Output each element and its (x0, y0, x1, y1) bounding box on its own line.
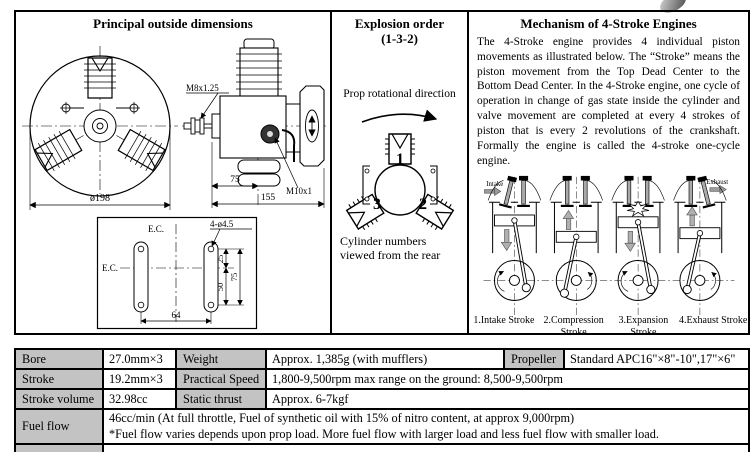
ec-left-label: E.C. (102, 263, 119, 273)
dim-75b-label: 75 (229, 272, 239, 282)
stroke-label-exhaust: 4.Exhaust Stroke (678, 315, 748, 326)
mount-bracket-right (204, 242, 218, 312)
ec-top-label: E.C. (148, 224, 165, 234)
exhaust-flow-label: Exhaust (706, 179, 729, 187)
intake-flow-label: Intake (486, 180, 504, 188)
dim-64-label: 64 (171, 310, 181, 320)
table-row (15, 409, 749, 444)
intake-stroke-diagram (488, 175, 541, 315)
panel-explosion-order (332, 12, 469, 333)
dim-50-label: 50 (215, 282, 225, 292)
fuel-flow-line1: 46cc/min (At full throttle, Fuel of synthetic oil with 15% of nitro content, at approx 9,000rpm) (109, 411, 575, 425)
expansion-stroke-diagram (612, 176, 665, 315)
exhaust-stroke-diagram (674, 175, 727, 315)
front-view-drawing (16, 34, 184, 216)
spec-value-partial (103, 444, 749, 452)
cylinder-number-3: 3 (373, 196, 381, 213)
spec-label-partial (15, 444, 103, 452)
prop-shaft-thread-label: M8x1.25 (186, 83, 219, 93)
spec-label-stroke-volume: Stroke volume (15, 389, 103, 409)
mount-bracket-left (134, 242, 148, 312)
spec-label-static-thrust: Static thrust (176, 389, 266, 409)
spec-value-propeller: Standard APC16"×8"-10",17"×6" (564, 349, 749, 369)
cylinder-order-caption: Cylinder numbers viewed from the rear (340, 234, 441, 263)
mount-ear-left (60, 102, 72, 114)
compression-stroke-diagram (550, 176, 603, 315)
spec-value-fuel-flow (103, 409, 749, 444)
panel-title-dimensions: Principal outside dimensions (93, 16, 253, 31)
spec-value-weight: Approx. 1,385g (with mufflers) (266, 349, 504, 369)
panel-title-mechanism: Mechanism of 4-Stroke Engines (520, 16, 697, 31)
cylinder-number-1: 1 (396, 151, 404, 168)
table-row (15, 389, 749, 409)
side-view-drawing (182, 34, 330, 216)
spec-label-bore: Bore (15, 349, 103, 369)
spec-table (14, 348, 750, 452)
spec-value-practical-speed: 1,800-9,500rpm max range on the ground: 8,500-9,500rpm (266, 369, 749, 389)
prop-direction-label: Prop rotational direction (343, 88, 456, 100)
panel-title-explosion (332, 12, 467, 47)
spec-label-fuel-flow: Fuel flow (15, 409, 103, 444)
exhaust-arrow (710, 185, 726, 193)
spec-label-propeller: Propeller (504, 349, 564, 369)
plug-thread-label: M10x1 (286, 186, 313, 196)
spec-label-stroke: Stroke (15, 369, 103, 389)
panel-principal-dimensions (16, 12, 332, 333)
table-row (15, 369, 749, 389)
table-row (15, 349, 749, 369)
diagram-section (14, 10, 750, 338)
fuel-flow-line2: *Fuel flow varies depends upon prop load. More fuel flow with larger load and less fuel flow with smaller load. (109, 426, 659, 441)
stroke-label-expansion: 3.Expansion Stroke (618, 315, 669, 338)
spec-value-stroke: 19.2mm×3 (103, 369, 176, 389)
intake-arrow (484, 187, 500, 195)
spec-value-stroke-volume: 32.98cc (103, 389, 176, 409)
spec-label-weight: Weight (176, 349, 266, 369)
dim-155-label: 155 (260, 193, 276, 203)
spec-label-practical-speed: Practical Speed (176, 369, 266, 389)
cylinder-number-2: 2 (419, 196, 427, 213)
stroke-label-intake: 1.Intake Stroke (473, 315, 535, 326)
cylinder-order-drawing (337, 106, 463, 230)
mount-plate-drawing (96, 216, 258, 330)
front-diameter-label: ø198 (90, 193, 110, 204)
explosion-title-line1: Explosion order (354, 16, 445, 31)
stroke-label-compression: 2.Compression Stroke (543, 315, 604, 338)
spec-value-static-thrust: Approx. 6-7kgf (266, 389, 749, 409)
mount-holes-label: 4-ø4.5 (210, 219, 234, 229)
explosion-title-line2: (1-3-2) (381, 30, 418, 46)
mechanism-paragraph: The 4-Stroke engine provides 4 individual piston movements as illustrated below. The “Stroke” means the piston movement from the Top Dead Center to the Bottom Dead Center. In the 4-Stroke engine, one cycle of operation in change of gas state inside the cylinder and valve movement are completed at every 4 strokes of piston that is every 2 revolutions of the crankshaft. Formally the engine is called the 4-stroke one-cycle engine. (477, 35, 740, 167)
prop-rotation-arrow (362, 114, 436, 122)
mount-ear-right (128, 102, 140, 114)
table-row-partial (15, 444, 749, 452)
four-stroke-drawing (471, 175, 747, 315)
dim-25-label: 25 (215, 254, 225, 264)
dim-75-label: 75 (230, 175, 240, 185)
stroke-labels-row (469, 315, 748, 339)
spec-value-bore: 27.0mm×3 (103, 349, 176, 369)
panel-mechanism (469, 12, 748, 338)
